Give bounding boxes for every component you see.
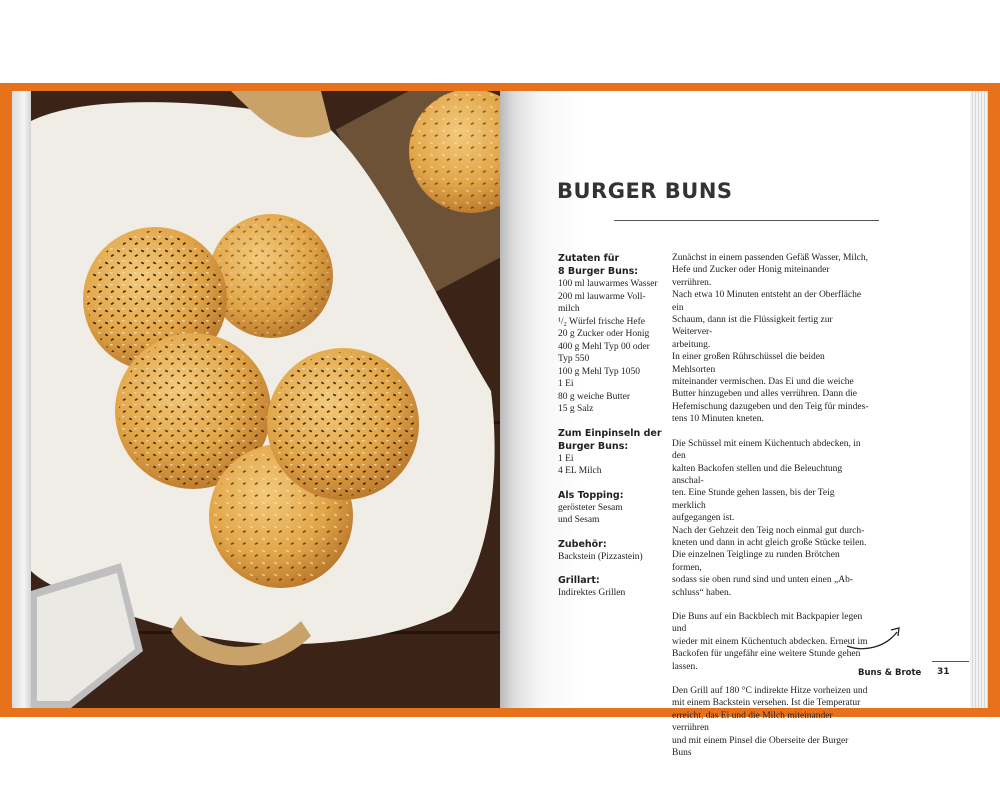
instructions-column: [672, 252, 870, 771]
ingredient-list: [558, 278, 663, 416]
ingredient-item: 20 g Zucker oder Honig: [558, 329, 650, 339]
ingredient-item: Indirektes Grillen: [558, 588, 626, 598]
ingredient-item: 100 ml lauwarmes Wasser: [558, 279, 658, 289]
instruction-paragraph: Zunächst in einem passenden Gefäß Wasser, Milch, Hefe und Zucker oder Honig miteinander verrühren. Nach etwa 10 Minuten entsteht an der Oberfläche ein Schaum, dann ist die Flüssigkeit fertig zur Weiterver- arbeitung. In einer großen Rührschüssel die beiden Mehlsorten miteinander vermischen. Das Ei und die weiche Butter hinzugeben und alles verrühren. Dann die Hefemischung dazugeben und den Teig für mindes- tens 10 Minuten kneten.: [672, 253, 869, 425]
recipe-page: [500, 91, 970, 759]
instruction-paragraph: Die Buns auf ein Backblech mit Backpapier legen und wieder mit einem Küchentuch abdecken. Erneut im Backofen für ungefähr eine weitere Stunde gehen lassen.: [672, 611, 868, 672]
ingredient-item: Typ 550: [558, 354, 590, 364]
ingredient-item: 15 g Salz: [558, 404, 594, 414]
photo-illustration: [31, 91, 500, 708]
recipe-title: BURGER BUNS: [557, 179, 733, 203]
ingredients-column: [558, 252, 663, 600]
ingredient-item: 1 Ei: [558, 453, 574, 464]
grill-type-heading: Grillart:: [558, 575, 600, 586]
ingredient-item: 80 g weiche Butter: [558, 391, 631, 402]
page-stack-edge: [970, 91, 988, 708]
ingredient-item: milch: [558, 304, 580, 314]
title-rule: [614, 220, 879, 221]
equipment-heading: Zubehör:: [558, 538, 607, 550]
page-number: 31: [937, 667, 950, 677]
ingredient-item: 200 ml lauwarme Voll-: [558, 291, 646, 302]
footer-rule: [932, 661, 969, 662]
ingredient-item: 1 Ei: [558, 379, 574, 389]
ingredient-item: gerösteter Sesam: [558, 502, 623, 513]
instruction-paragraph: Den Grill auf 180 °C indirekte Hitze vorheizen und mit einem Backstein versehen. Ist die Temperatur erreicht, das Ei und die Milch miteinander verrühren und mit einem Pinsel die Oberseite der Burger Buns: [672, 686, 868, 759]
ingredient-item: 100 g Mehl Typ 1050: [558, 366, 641, 377]
ingredient-item: Backstein (Pizzastein): [558, 551, 643, 562]
topping-heading: Als Topping:: [558, 489, 624, 501]
ingredient-item: 400 g Mehl Typ 00 oder: [558, 341, 650, 352]
instruction-paragraph: Die Schüssel mit einem Küchentuch abdecken, in den kalten Backofen stellen und die Beleuchtung anschal- ten. Eine Stunde gehen lassen, bis der Teig merklich aufgegangen ist. Nach der Gehzeit den Teig noch einmal gut durch- kneten und dann in acht gleich große Stücke teilen. Die einzelnen Teiglinge zu runden Brötchen formen, sodass sie oben rund sind und unten einen „Ab- schluss“ haben.: [672, 438, 867, 598]
brushing-heading: Zum Einpinseln der Burger Buns:: [558, 427, 662, 452]
curved-arrow-icon: [845, 626, 903, 652]
section-name: Buns & Brote: [858, 668, 922, 678]
left-page-edge: [12, 91, 32, 708]
ingredient-item: und Sesam: [558, 515, 600, 525]
ingredient-item: ¹/₂ Würfel frische Hefe: [558, 316, 645, 327]
ingredient-item: 4 EL Milch: [558, 466, 602, 476]
burger-buns-photo: [31, 91, 500, 708]
ingredients-heading: Zutaten für 8 Burger Buns:: [558, 253, 639, 277]
